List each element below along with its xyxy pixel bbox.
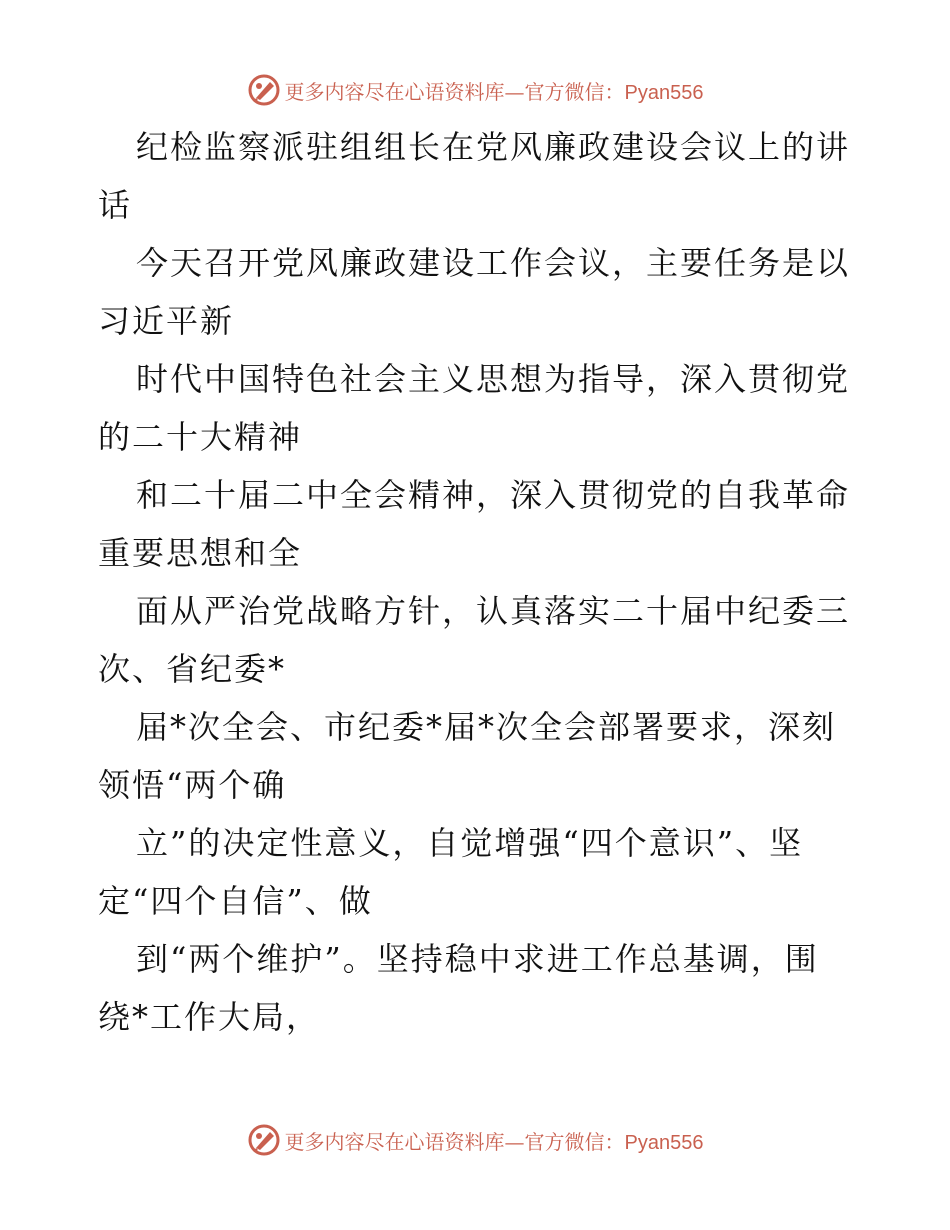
text-line: 习近平新 xyxy=(98,302,235,340)
watermark-text xyxy=(285,76,704,105)
watermark-wechat-id: Pyan556 xyxy=(624,1131,704,1154)
watermark-main: 更多内容尽在心语资料库 xyxy=(284,79,505,104)
text-line: 今天召开党风廉政建设工作会议，主要任务是以 xyxy=(136,244,851,282)
pen-logo-icon xyxy=(247,73,281,107)
text-line: 话 xyxy=(98,186,133,224)
text-line: 和二十届二中全会精神，深入贯彻党的自我革命 xyxy=(136,476,851,514)
pen-logo-icon xyxy=(247,1123,281,1157)
text-line: 次、省纪委* xyxy=(98,650,287,688)
watermark-main: 更多内容尽在心语资料库 xyxy=(284,1129,505,1154)
text-line: 立”的决定性意义，自觉增强“四个意识”、坚 xyxy=(136,824,804,862)
document-body xyxy=(98,118,858,1046)
text-line: 定“四个自信”、做 xyxy=(98,882,373,920)
text-line: 到“两个维护”。坚持稳中求进工作总基调，围 xyxy=(136,940,819,978)
header-watermark xyxy=(0,70,950,110)
text-line: 的二十大精神 xyxy=(98,418,303,456)
text-line: 纪检监察派驻组组长在党风廉政建设会议上的讲 xyxy=(136,128,851,166)
text-line: 重要思想和全 xyxy=(98,534,303,572)
watermark-separator: — xyxy=(504,1129,525,1154)
text-line: 届*次全会、市纪委*届*次全会部署要求，深刻 xyxy=(136,708,837,746)
watermark-wechat-id: Pyan556 xyxy=(624,81,704,104)
text-line: 面从严治党战略方针，认真落实二十届中纪委三 xyxy=(136,592,851,630)
watermark-separator: — xyxy=(504,79,525,104)
text-line: 时代中国特色社会主义思想为指导，深入贯彻党 xyxy=(136,360,851,398)
watermark-official-label: 官方微信： xyxy=(524,79,625,104)
watermark-official-label: 官方微信： xyxy=(524,1129,625,1154)
text-line: 绕*工作大局， xyxy=(98,998,321,1036)
watermark-text xyxy=(285,1126,704,1155)
text-line: 领悟“两个确 xyxy=(98,766,287,804)
footer-watermark xyxy=(0,1120,950,1160)
